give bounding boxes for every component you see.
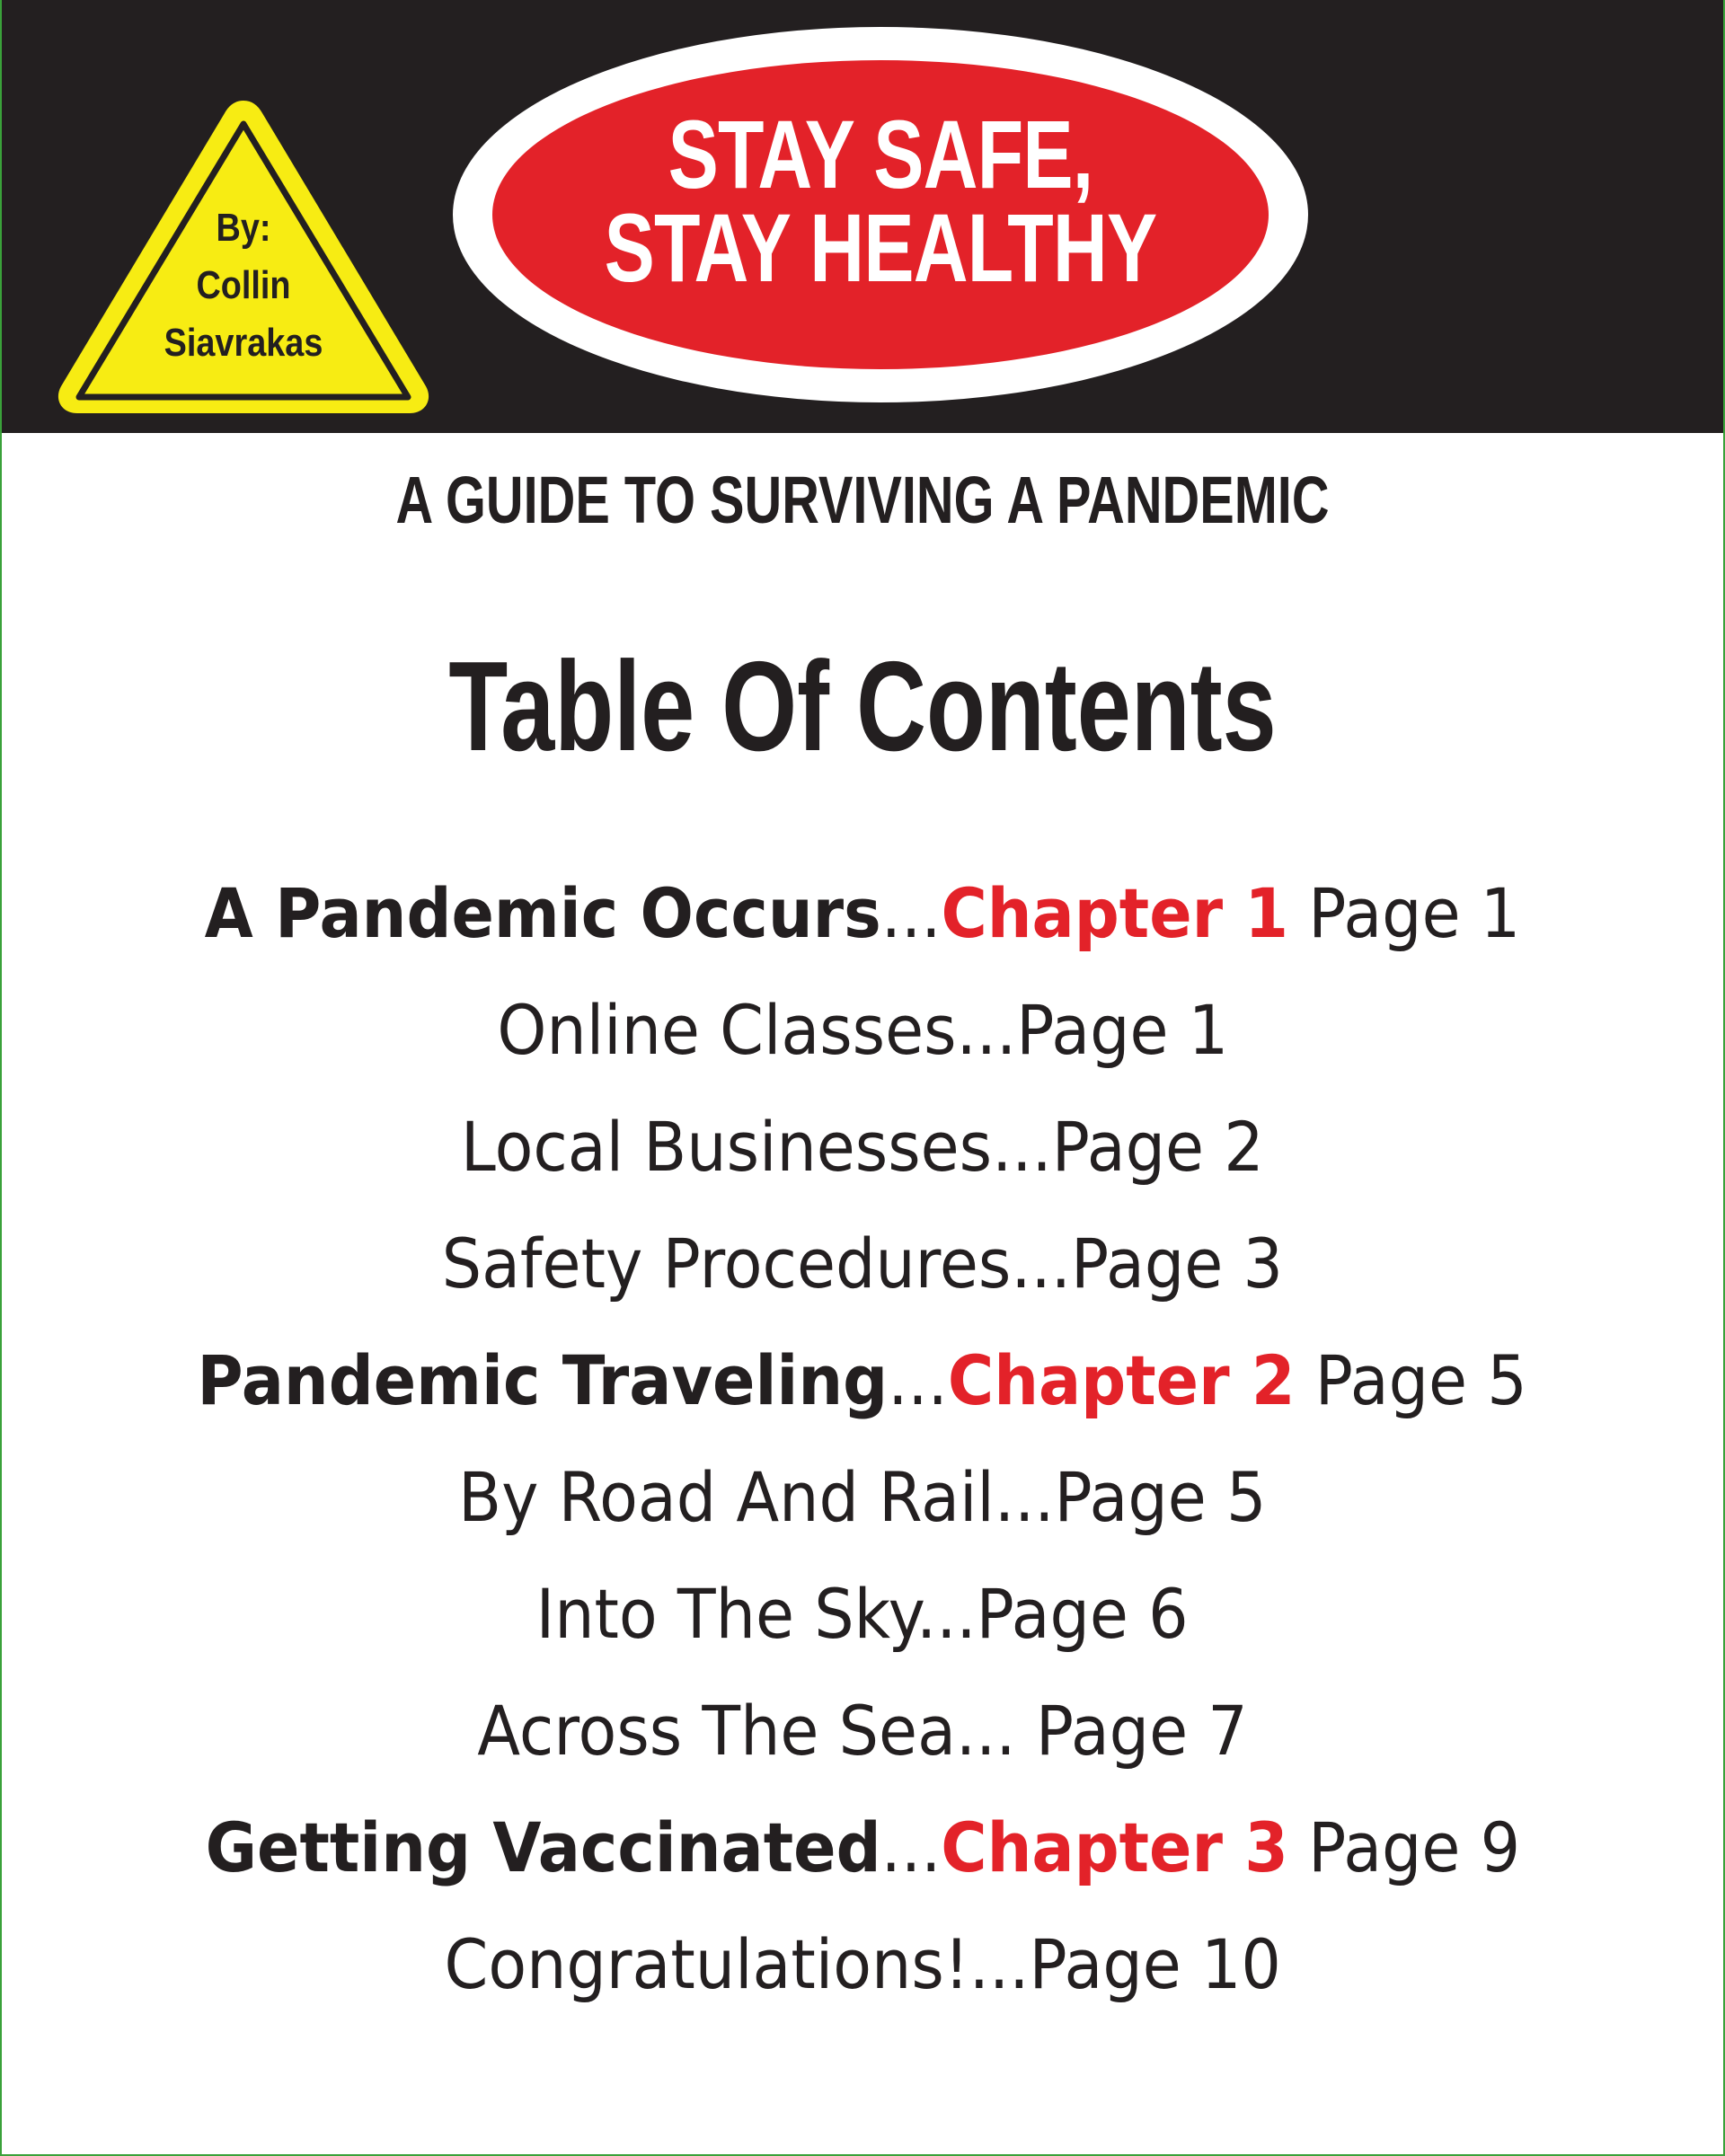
chapter-number: Chapter 3: [940, 1807, 1288, 1887]
book-title-line-1: STAY SAFE,: [668, 100, 1093, 208]
section-text: Congratulations!...Page 10: [444, 1924, 1281, 2004]
toc-chapter-line: [205, 1789, 1520, 1906]
toc-chapter-line: [205, 855, 1521, 972]
section-text: Online Classes...Page 1: [497, 990, 1228, 1070]
section-text: Safety Procedures...Page 3: [441, 1224, 1284, 1303]
section-text: Across The Sea... Page 7: [477, 1691, 1248, 1771]
section-text: Local Businesses...Page 2: [461, 1107, 1264, 1187]
chapter-page: Page 1: [1288, 873, 1521, 953]
chapter-separator: ...: [880, 1807, 941, 1887]
toc-section-entry: [2, 1673, 1723, 1789]
chapter-number: Chapter 1: [941, 873, 1289, 953]
toc-heading: Table Of Contents: [448, 635, 1277, 778]
chapter-page: Page 9: [1287, 1807, 1520, 1887]
book-subtitle: A GUIDE TO SURVIVING A PANDEMIC: [395, 463, 1330, 537]
author-by-label: By:: [216, 206, 271, 250]
chapter-title: A Pandemic Occurs: [204, 873, 881, 953]
toc-section-entry: [2, 1206, 1723, 1322]
book-title-line-2: STAY HEALTHY: [604, 193, 1157, 302]
chapter-number: Chapter 2: [948, 1340, 1296, 1420]
section-text: Into The Sky...Page 6: [535, 1574, 1190, 1654]
toc-chapter-line: [198, 1322, 1527, 1439]
toc-chapter-entry: [2, 1789, 1723, 1906]
chapter-title: Getting Vaccinated: [205, 1807, 881, 1887]
toc-chapter-entry: [2, 1322, 1723, 1439]
chapter-separator: ...: [888, 1340, 949, 1420]
toc-section-entry: [2, 1089, 1723, 1206]
toc-list: [2, 855, 1723, 2023]
section-text: By Road And Rail...Page 5: [458, 1457, 1267, 1537]
chapter-page: Page 5: [1295, 1340, 1528, 1420]
author-credit: [79, 199, 408, 372]
toc-section-entry: [2, 1439, 1723, 1556]
author-first-name: Collin: [196, 263, 291, 307]
toc-chapter-entry: [2, 855, 1723, 972]
toc-section-entry: [2, 972, 1723, 1089]
chapter-title: Pandemic Traveling: [197, 1340, 889, 1420]
toc-section-entry: [2, 1556, 1723, 1673]
chapter-separator: ...: [880, 873, 942, 953]
toc-section-entry: [2, 1906, 1723, 2023]
book-title: [544, 100, 1217, 302]
author-last-name: Siavrakas: [164, 321, 323, 365]
